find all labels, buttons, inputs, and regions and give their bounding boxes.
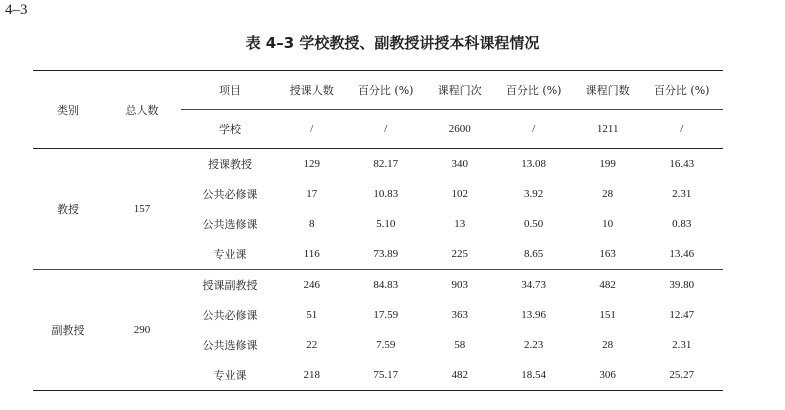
header-item: 项目 xyxy=(219,84,241,97)
table-cell: 28 xyxy=(602,339,614,351)
row-item: 专业课 xyxy=(213,248,247,261)
table-cell: 246 xyxy=(303,279,320,291)
table-cell: 12.47 xyxy=(669,309,695,321)
table-cell: / xyxy=(384,123,388,135)
table-cell: 7.59 xyxy=(376,339,396,351)
table-cell: 218 xyxy=(303,369,320,381)
table-cell: 2.31 xyxy=(672,339,692,351)
table-cell: 82.17 xyxy=(373,158,399,170)
group-category: 教授 xyxy=(33,149,103,270)
table-cell: 2.31 xyxy=(672,188,692,200)
table-cell: 3.92 xyxy=(524,188,544,200)
table-cell: 51 xyxy=(306,309,318,321)
table-cell: 25.27 xyxy=(669,369,695,381)
table-cell: 129 xyxy=(303,158,320,170)
row-item: 授课教授 xyxy=(208,158,252,171)
table-cell: 199 xyxy=(599,158,616,170)
table-cell: 18.54 xyxy=(521,369,547,381)
table-cell: 0.50 xyxy=(524,218,544,230)
table-cell: 482 xyxy=(451,369,468,381)
table-cell: 73.89 xyxy=(373,248,399,260)
row-item: 公共必修课 xyxy=(202,309,258,322)
table-cell: 340 xyxy=(451,158,468,170)
table-cell: 163 xyxy=(599,248,616,260)
group-category: 副教授 xyxy=(33,270,103,391)
header-col: 课程门次 xyxy=(437,84,482,97)
table-cell: 2.23 xyxy=(524,339,544,351)
table-cell: 17.59 xyxy=(373,309,399,321)
row-item: 公共选修课 xyxy=(202,218,258,231)
table-cell: 13 xyxy=(454,218,466,230)
table-cell: 16.43 xyxy=(669,158,695,170)
data-table-container xyxy=(33,70,723,391)
table-cell: 903 xyxy=(451,279,468,291)
table-row xyxy=(33,270,723,301)
table-cell: 482 xyxy=(599,279,616,291)
table-cell: 10.83 xyxy=(373,188,399,200)
header-col: 百分比 (%) xyxy=(505,84,562,97)
row-item: 授课副教授 xyxy=(202,279,258,292)
table-cell: 151 xyxy=(599,309,616,321)
page-label: 4–3 xyxy=(5,2,28,18)
table-cell: 1211 xyxy=(596,123,619,135)
group-total: 290 xyxy=(103,270,181,391)
header-category: 类别 xyxy=(33,71,103,149)
row-item: 公共选修课 xyxy=(202,339,258,352)
school-item: 学校 xyxy=(219,123,241,136)
table-cell: 22 xyxy=(306,339,318,351)
table-row xyxy=(33,149,723,180)
table-cell: 84.83 xyxy=(373,279,399,291)
table-cell: 5.10 xyxy=(376,218,396,230)
table-cell: 75.17 xyxy=(373,369,399,381)
header-col: 课程门数 xyxy=(585,84,630,97)
table-cell: 10 xyxy=(602,218,614,230)
header-col: 授课人数 xyxy=(289,84,334,97)
table-cell: 2600 xyxy=(448,123,471,135)
table-cell: 39.80 xyxy=(669,279,695,291)
table-cell: 17 xyxy=(306,188,318,200)
row-item: 公共必修课 xyxy=(202,188,258,201)
table-cell: 306 xyxy=(599,369,616,381)
group-total: 157 xyxy=(103,149,181,270)
row-item: 专业课 xyxy=(213,369,247,382)
table-cell: 102 xyxy=(451,188,468,200)
table-cell: / xyxy=(532,123,536,135)
table-cell: 225 xyxy=(451,248,468,260)
table-cell: 13.96 xyxy=(521,309,547,321)
header-col: 百分比 (%) xyxy=(357,84,414,97)
table-cell: 116 xyxy=(303,248,320,260)
table-cell: 8 xyxy=(308,218,315,230)
table-cell: 58 xyxy=(454,339,466,351)
header-total: 总人数 xyxy=(103,71,181,149)
table-cell: / xyxy=(680,123,684,135)
header-row xyxy=(33,71,723,110)
table-cell: / xyxy=(310,123,314,135)
table-cell: 8.65 xyxy=(524,248,544,260)
header-col: 百分比 (%) xyxy=(653,84,710,97)
table-cell: 13.46 xyxy=(669,248,695,260)
table-cell: 0.83 xyxy=(672,218,692,230)
table-cell: 34.73 xyxy=(521,279,547,291)
table-cell: 28 xyxy=(602,188,614,200)
table-caption: 表 4–3 学校教授、副教授讲授本科课程情况 xyxy=(245,34,540,52)
table-cell: 363 xyxy=(451,309,468,321)
data-table xyxy=(33,70,723,391)
table-cell: 13.08 xyxy=(521,158,547,170)
